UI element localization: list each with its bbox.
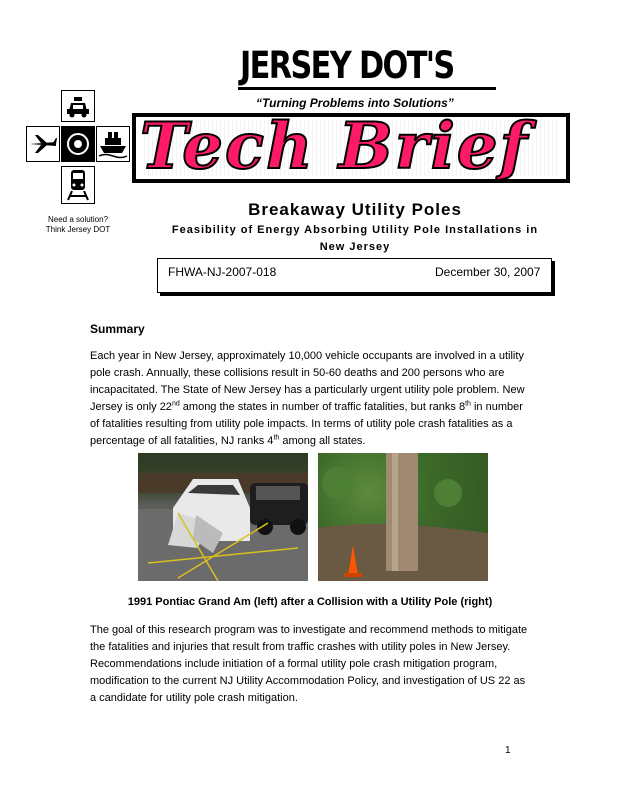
tech-brief-logo: Tech Brief: [140, 109, 530, 184]
brand-title: JERSEY DOT'S: [240, 44, 454, 87]
side-note: Need a solution? Think Jersey DOT: [45, 215, 111, 234]
transport-modes-logo: [26, 90, 130, 208]
report-date: December 30, 2007: [435, 265, 541, 279]
crashed-car-photo: [138, 453, 308, 581]
slogan: “Turning Problems into Solutions”: [256, 96, 454, 110]
airplane-icon: [26, 126, 60, 162]
taxi-icon: [61, 90, 95, 122]
photo-caption: 1991 Pontiac Grand Am (left) after a Collision with a Utility Pole (right): [127, 596, 493, 608]
summary-paragraph: Each year in New Jersey, approximately 10,000 vehicle occupants are involved in a utility pole crash. Annually, these collisions result in 50-60 deaths and 200 persons who are incapacitated. The State of New Jersey has a particularly urgent utility pole problem. New Jersey is only 22nd among the states in number of traffic fatalities, but ranks 8th in number of fatalities resulting from utility pole impacts. In terms of utility pole crash fatalities as a percentage of all fatalities, NJ ranks 4th among all states.: [90, 350, 525, 447]
document-subtitle: Feasibility of Energy Absorbing Utility Pole Installations in New Jersey: [171, 224, 539, 253]
brand-underline: [238, 87, 496, 90]
train-icon: [61, 166, 95, 204]
page-number: 1: [505, 745, 511, 756]
section-heading: Summary: [90, 322, 145, 336]
report-number: FHWA-NJ-2007-018: [168, 265, 277, 279]
goal-paragraph: The goal of this research program was to investigate and recommend methods to mitigate the fatalities and injuries that result from traffic crashes with utility poles in New Jersey. Recommendations include initiation of a formal utility pole crash mitigation program, modification to the current NJ Utility Accommodation Policy, and investigation of US 22 as a candidate for utility pole crash mitigation.: [90, 624, 528, 704]
center-emblem-icon: [61, 126, 95, 162]
document-title: Breakaway Utility Poles: [248, 200, 462, 219]
ship-icon: [96, 126, 130, 162]
utility-pole-photo: [318, 453, 488, 581]
